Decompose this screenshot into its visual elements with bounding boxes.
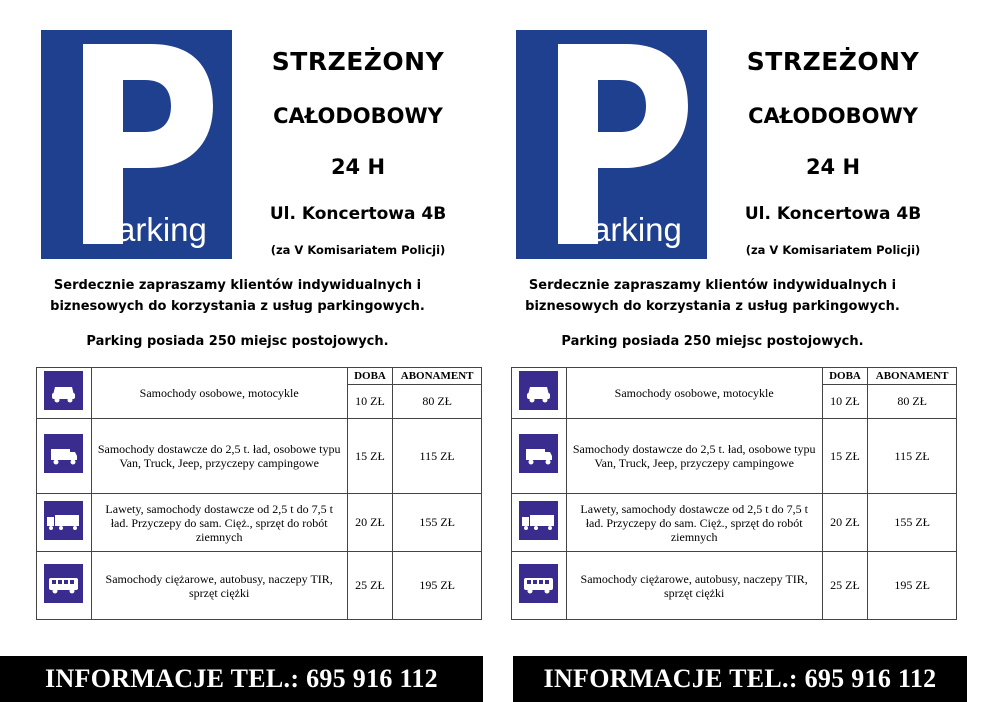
address-note: (za V Komisariatem Policji) (745, 243, 921, 257)
address-note: (za V Komisariatem Policji) (270, 243, 446, 257)
icon-cell (37, 368, 92, 419)
flyer-left (0, 0, 475, 702)
price-abonament: 80 ZŁ (868, 385, 957, 419)
price-table (36, 367, 482, 620)
price-abonament: 195 ZŁ (868, 552, 957, 620)
table-row-desc: Samochody dostawcze do 2,5 t. ład, osobowe typu Van, Truck, Jeep, przyczepy campingowe (566, 419, 822, 494)
address: Ul. Koncertowa 4B (744, 204, 922, 224)
price-doba: 25 ZŁ (822, 552, 868, 620)
table-row-desc: Lawety, samochody dostawcze od 2,5 t do 7,5 t ład. Przyczepy do sam. Cięż., sprzęt do robót ziemnych (91, 494, 347, 552)
price-abonament: 195 ZŁ (393, 552, 482, 620)
places-count: Parking posiada 250 miejsc postojowych. (86, 334, 389, 349)
info-bar: INFORMACJE TEL.: 695 916 112 (513, 656, 967, 702)
price-doba: 10 ZŁ (822, 385, 868, 419)
price-doba: 25 ZŁ (347, 552, 393, 620)
table-row-desc: Samochody osobowe, motocykle (91, 368, 347, 419)
icon-cell (512, 419, 567, 494)
table-row-desc: Samochody ciężarowe, autobusy, naczepy TIR, sprzęt ciężki (566, 552, 822, 620)
price-abonament: 155 ZŁ (868, 494, 957, 552)
icon-cell (37, 419, 92, 494)
col-header-abonament: ABONAMENT (868, 368, 957, 385)
price-doba: 15 ZŁ (347, 419, 393, 494)
info-bar: INFORMACJE TEL.: 695 916 112 (0, 656, 483, 702)
icon-cell (512, 552, 567, 620)
flyer-right (475, 0, 950, 702)
table-row-desc: Samochody ciężarowe, autobusy, naczepy TIR, sprzęt ciężki (91, 552, 347, 620)
table-row-desc: Lawety, samochody dostawcze od 2,5 t do 7,5 t ład. Przyczepy do sam. Cięż., sprzęt do robót ziemnych (566, 494, 822, 552)
truck-trailer-icon (518, 500, 559, 541)
invite-line-2: biznesowych do korzystania z usług parkingowych. (525, 299, 900, 314)
price-doba: 10 ZŁ (347, 385, 393, 419)
places-count: Parking posiada 250 miejsc postojowych. (561, 334, 864, 349)
table-row-desc: Samochody osobowe, motocykle (566, 368, 822, 419)
icon-cell (37, 552, 92, 620)
invite-line-2: biznesowych do korzystania z usług parkingowych. (50, 299, 425, 314)
price-doba: 20 ZŁ (347, 494, 393, 552)
icon-cell (512, 368, 567, 419)
col-header-doba: DOBA (347, 368, 393, 385)
parking-sign (516, 30, 707, 259)
car-icon (518, 370, 559, 411)
heading-title: STRZEŻONY (271, 47, 445, 76)
table-row-desc: Samochody dostawcze do 2,5 t. ład, osobowe typu Van, Truck, Jeep, przyczepy campingowe (91, 419, 347, 494)
heading-subtitle: CAŁODOBOWY (273, 104, 443, 128)
van-icon (518, 433, 559, 474)
price-abonament: 115 ZŁ (393, 419, 482, 494)
parking-sign-text: arking (592, 211, 682, 248)
heading-subtitle: CAŁODOBOWY (748, 104, 918, 128)
icon-cell (512, 494, 567, 552)
parking-sign-text: arking (117, 211, 207, 248)
truck-trailer-icon (43, 500, 84, 541)
price-doba: 15 ZŁ (822, 419, 868, 494)
parking-sign (41, 30, 232, 259)
col-header-abonament: ABONAMENT (393, 368, 482, 385)
price-table (511, 367, 957, 620)
bus-icon (43, 563, 84, 604)
icon-cell (37, 494, 92, 552)
price-abonament: 115 ZŁ (868, 419, 957, 494)
heading-title: STRZEŻONY (746, 47, 920, 76)
price-abonament: 155 ZŁ (393, 494, 482, 552)
price-doba: 20 ZŁ (822, 494, 868, 552)
price-abonament: 80 ZŁ (393, 385, 482, 419)
van-icon (43, 433, 84, 474)
col-header-doba: DOBA (822, 368, 868, 385)
car-icon (43, 370, 84, 411)
heading-hours: 24 H (805, 155, 861, 179)
bus-icon (518, 563, 559, 604)
heading-hours: 24 H (330, 155, 386, 179)
address: Ul. Koncertowa 4B (269, 204, 447, 224)
invite-line-1: Serdecznie zapraszamy klientów indywidualnych i (528, 278, 897, 293)
invite-line-1: Serdecznie zapraszamy klientów indywidualnych i (53, 278, 422, 293)
